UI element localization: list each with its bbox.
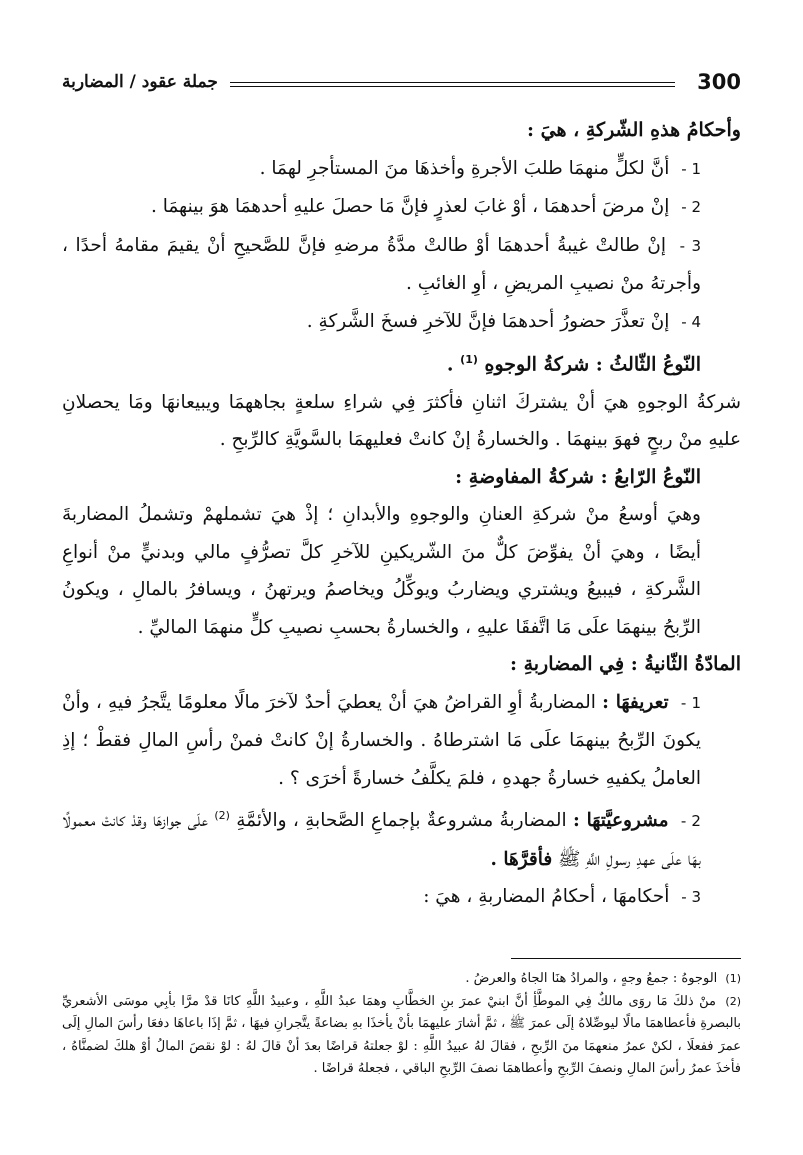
rule-2-text: إنْ مرضَ أحدهمَا ، أوْ غابَ لعذرٍ فإنَّ مَا حصلَ عليهِ أحدهمَا هوَ بينهمَا . xyxy=(150,196,670,217)
rule-3-text: إنْ طالتْ غيبةُ أحدهمَا أوْ طالتْ مدَّةُ مرضهِ فإنَّ للصَّحيحِ أنْ يقيمَ مقامهُ أحدًا ، وأجرتهُ منْ نصيبِ المريضِ ، أوِ الغائبِ . xyxy=(62,234,701,294)
rulings-number: 3 - xyxy=(681,888,701,907)
footnote-separator xyxy=(511,958,741,959)
type4-paragraph: وهيَ أوسعُ منْ شركةِ العنانِ والوجوهِ والأبدانِ ؛ إذْ هيَ تشملهمْ وتشملُ المضاربةَ أيضًا ، وهيَ أنْ يفوِّضَ كلٌّ منَ الشّريكينِ للآخرِ كلَّ تصرُّفٍ مالي وبدنيٍّ منْ أنواعِ الشَّركةِ ، فيبيعُ ويشتري ويضاربُ ويوكِّلُ ويخاصمُ ويرتهنُ ، ويسافرُ بالمالِ ، ويكونُ الرِّبحُ بينهمَا علَى مَا اتَّفقَا عليهِ ، والخسارةُ بحسبِ نصيبِ كلٍّ منهمَا الماليِّ . xyxy=(62,504,701,638)
running-title: جملة عقود / المضاربة xyxy=(62,72,218,92)
main-text xyxy=(62,112,741,917)
rule-4 xyxy=(62,303,741,342)
footnote-ref-1[interactable]: (1) xyxy=(460,353,478,366)
rules-heading: وأحكامُ هذهِ الشّركةِ ، هيَ : xyxy=(526,119,741,141)
footnotes xyxy=(62,968,741,1081)
rule-4-number: 4 - xyxy=(681,312,701,331)
type4-heading: النّوعُ الرّابعُ : شركةُ المفاوضةِ : xyxy=(455,465,701,488)
rule-1 xyxy=(62,150,741,189)
footnote-1-text: الوجوهُ : جمعُ وجهٍ ، والمرادُ هنَا الجاهُ والعرضُ . xyxy=(465,971,718,986)
rulings-text: أحكامهَا ، أحكامُ المضاربةِ ، هيَ : xyxy=(423,886,670,908)
rule-3 xyxy=(62,227,741,303)
definition-label: تعريفهَا : xyxy=(602,691,669,713)
type3-paragraph: شركةُ الوجوهِ هيَ أنْ يشتركَ اثنانِ فأكثرَ فِي شراءِ سلعةٍ بجاههمَا ويبيعانهَا ومَا يحصلانِ عليهِ منْ ربحٍ فهوَ بينهمَا . والخسارةُ إنْ كانتْ فعليهمَا بالسَّويَّةِ كالرِّبحِ . xyxy=(62,391,741,451)
definition-number: 1 - xyxy=(680,693,701,712)
footnote-ref-2[interactable]: (2) xyxy=(214,809,230,823)
rule-1-text: أنَّ لكلٍّ منهمَا طلبَ الأجرةِ وأخذهَا منَ المستأجرِ لهمَا . xyxy=(259,157,670,179)
legitimacy-number: 2 - xyxy=(680,812,701,831)
legitimacy-label: مشروعيَّتهَا : xyxy=(572,810,669,832)
header-double-rule xyxy=(230,82,675,87)
legitimacy-text-b: علَى جوازهَا وقدْ كانتْ معمولًا بهَا علَى عهدِ رسولِ اللَّهِ ﷺ xyxy=(62,810,701,870)
footnote-2-number: (2) xyxy=(725,994,741,1008)
definition-item xyxy=(62,684,741,798)
legitimacy-text-a: المضاربةُ مشروعةٌ بإجماعِ الصَّحابةِ ، والأئمَّةِ xyxy=(236,810,567,832)
rule-2-number: 2 - xyxy=(681,198,701,216)
footnote-1 xyxy=(62,968,741,991)
rule-4-text: إنْ تعذَّرَ حضورُ أحدهمَا فإنَّ للآخرِ فسخَ الشَّركةِ . xyxy=(306,310,670,332)
type3-heading-dot: . xyxy=(446,353,454,376)
legitimacy-bold-end: فأقرَّهَا . xyxy=(490,848,553,870)
rule-2 xyxy=(62,188,741,227)
footnote-1-number: (1) xyxy=(725,972,741,985)
rule-3-number: 3 - xyxy=(679,236,701,255)
footnote-2 xyxy=(62,991,741,1081)
legitimacy-item xyxy=(62,797,741,878)
page-header xyxy=(62,66,741,100)
page-number: 300 xyxy=(697,70,741,94)
rule-1-number: 1 - xyxy=(681,159,701,178)
type3-heading xyxy=(62,341,741,384)
article2-heading: المادّةُ الثّانيةُ : فِي المضاربةِ : xyxy=(509,653,741,676)
type3-heading-text: النّوعُ الثّالثُ : شركةُ الوجوهِ xyxy=(484,353,701,376)
definition-text: المضاربةُ أوِ القراضُ هيَ أنْ يعطيَ أحدٌ لآخرَ مالًا معلومًا يتَّجرُ فيهِ ، وأنْ يكونَ الرِّبحُ بينهمَا علَى مَا اشترطاهُ . والخسارةُ إنْ كانتْ فمنْ رأسِ المالِ فقطْ ؛ إذِ العاملُ يكفيهِ خسارةُ جهدهِ ، فلمَ يكلَّفُ خسارةً أخرَى ؟ . xyxy=(62,691,701,789)
footnote-2-text: منْ ذلكَ مَا روَى مالكٌ فِي الموطَّأِ أنَّ ابنيْ عمرَ بنِ الخطَّابِ وهمَا عبدُ اللَّهِ ، وعبيدُ اللَّهِ كانَا قدْ مرَّا بأبِي موسَى الأشعريِّ بالبصرةِ فأعطاهمَا مالًا ليوصِّلاهُ إلَى عمرَ ﷺ ، ثمَّ أشارَ عليهمَا بأنْ يأخذَا بهِ بضاعةً يتَّجرانِ فيهَا ، ثمَّ إذَا باعاهَا دفعَا رأسَ المالِ إلَى عمرَ ففعلَا ، لكنْ عمرُ منعهمَا منَ الرِّبحِ ، فقالَ لهُ عبيدُ اللَّهِ : لوْ جعلتهُ قراضًا بعدَ أنْ قالَ لهُ : لوْ نقصَ المالُ أوْ هلكَ لضمنَّاهُ ، فأخذَ عمرُ رأسَ المالِ ونصفَ الرِّبحِ وأعطاهمَا نصفَ الرِّبحِ الباقي ، فجعلهُ قراضًا . xyxy=(62,993,741,1076)
rulings-item xyxy=(62,878,741,917)
